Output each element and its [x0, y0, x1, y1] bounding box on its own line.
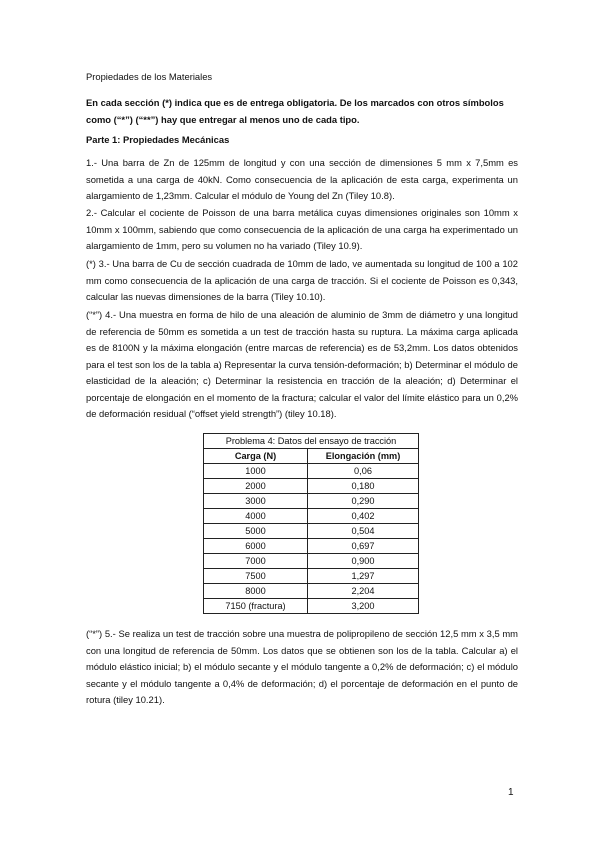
- instructions-paragraph: En cada sección (*) indica que es de entrega obligatoria. De los marcados con otros símbolos como (“*”) (“**”) hay que entregar al menos uno de cada tipo.: [86, 97, 504, 125]
- elongation-cell: 2,204: [308, 584, 419, 599]
- table-row: [204, 569, 419, 584]
- table-row: [204, 554, 419, 569]
- load-cell: 5000: [204, 524, 308, 539]
- table-header-row: [204, 449, 419, 464]
- load-cell: 3000: [204, 494, 308, 509]
- elongation-cell: 0,06: [308, 464, 419, 479]
- column-header-elongation: Elongación (mm): [308, 449, 419, 464]
- section-heading: Parte 1: Propiedades Mecánicas: [86, 134, 230, 145]
- table-row: [204, 524, 419, 539]
- problem-5: (“*”) 5.- Se realiza un test de tracción sobre una muestra de polipropileno de sección 12,5 mm x 3,5 mm con una longitud de referencia de 50mm. Los datos que se obtienen son los de la tabla. Calcular a) el módulo elástico inicial; b) el módulo secante y el módulo tangente a 0,2% de deformación; c) el módulo secante y el módulo tangente a 0,4% de deformación; d) el porcentaje de deformación en el punto de rotura (tiley 10.21).: [86, 628, 518, 705]
- table-caption-row: [204, 434, 419, 449]
- elongation-cell: 1,297: [308, 569, 419, 584]
- load-cell: 6000: [204, 539, 308, 554]
- load-cell: 4000: [204, 509, 308, 524]
- problem-1: 1.- Una barra de Zn de 125mm de longitud y con una sección de dimensiones 5 mm x 7,5mm es sometida a una carga de 40kN. Como consecuencia de la aplicación de esta carga, experimenta un alargamiento de 1,23mm. Calcular el módulo de Young del Zn (Tiley 10.8).: [86, 157, 518, 201]
- load-cell: 7500: [204, 569, 308, 584]
- table-row: [204, 584, 419, 599]
- elongation-cell: 0,290: [308, 494, 419, 509]
- table-row: [204, 494, 419, 509]
- problem-2: 2.- Calcular el cociente de Poisson de una barra metálica cuyas dimensiones originales son 10mm x 10mm x 100mm, sabiendo que como consecuencia de la aplicación de una carga ha experimentado un alargamiento de 1mm, pero su volumen no ha variado (Tiley 10.9).: [86, 207, 518, 251]
- load-cell: 7000: [204, 554, 308, 569]
- elongation-cell: 0,504: [308, 524, 419, 539]
- elongation-cell: 0,180: [308, 479, 419, 494]
- problem-3: (*) 3.- Una barra de Cu de sección cuadrada de 10mm de lado, ve aumentada su longitud de 100 a 102 mm como consecuencia de la aplicación de una carga de tracción. Si el cociente de Poisson es 0,343, calcular las nuevas dimensiones de la barra (Tiley 10.10).: [86, 258, 518, 302]
- elongation-cell: 0,697: [308, 539, 419, 554]
- table-row: [204, 479, 419, 494]
- page-number: 1: [508, 787, 514, 798]
- table-row: [204, 599, 419, 614]
- column-header-load: Carga (N): [204, 449, 308, 464]
- problem-4: (“*”) 4.- Una muestra en forma de hilo de una aleación de aluminio de 3mm de diámetro y una longitud de referencia de 50mm es sometida a un test de tracción hasta su ruptura. La máxima carga aplicada es de 8100N y la máxima elongación (entre marcas de referencia) es de 53,2mm. Los datos obtenidos para el test son los de la tabla a) Representar la curva tensión-deformación; b) Determinar el módulo de elasticidad de la aleación; c) Determinar la resistencia en tracción de la aleación; d) Determinar el porcentaje de elongación en el momento de la fractura; calcular el valor del límite elástico para un 0,2% de deformación residual (“offset yield strength”) (tiley 10.18).: [86, 309, 518, 419]
- document-title: Propiedades de los Materiales: [86, 71, 213, 82]
- table-caption: Problema 4: Datos del ensayo de tracción: [204, 434, 419, 449]
- table-row: [204, 464, 419, 479]
- load-cell: 2000: [204, 479, 308, 494]
- elongation-cell: 0,900: [308, 554, 419, 569]
- table-row: [204, 539, 419, 554]
- elongation-cell: 3,200: [308, 599, 419, 614]
- load-cell: 7150 (fractura): [204, 599, 308, 614]
- load-cell: 1000: [204, 464, 308, 479]
- load-cell: 8000: [204, 584, 308, 599]
- table-row: [204, 509, 419, 524]
- elongation-cell: 0,402: [308, 509, 419, 524]
- tensile-test-table: [203, 433, 419, 614]
